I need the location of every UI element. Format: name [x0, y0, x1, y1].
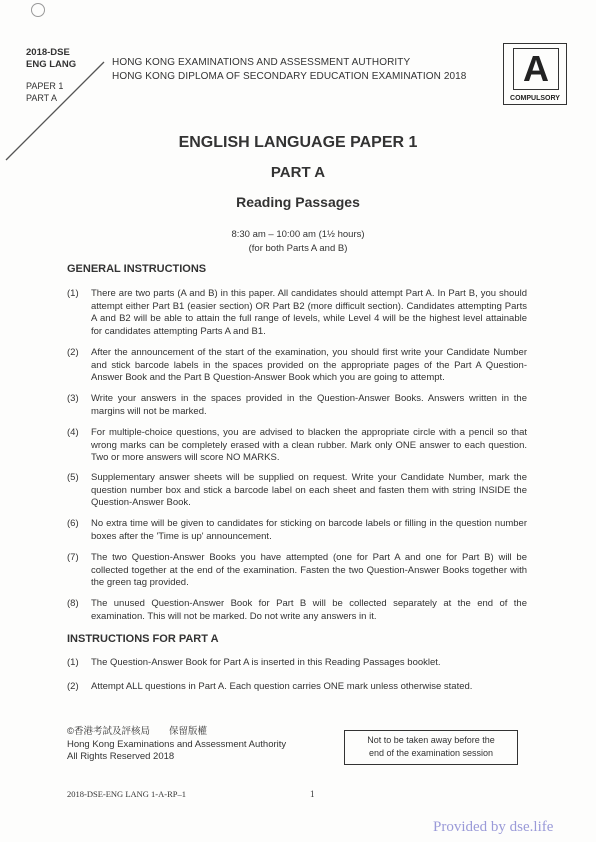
instruction-item: (3) Write your answers in the spaces provided in the Question-Answer Books. Answers written in the margins will not be marked. [67, 393, 527, 417]
general-instructions-heading: GENERAL INSTRUCTIONS [67, 263, 207, 275]
part-a-instructions-heading: INSTRUCTIONS FOR PART A [67, 633, 219, 645]
paper-title: ENGLISH LANGUAGE PAPER 1 [178, 134, 418, 151]
corner-paper: PAPER 1 [26, 81, 64, 91]
time-note: (for both Parts A and B) [248, 243, 348, 254]
instruction-item: (8) The unused Question-Answer Book for Part B will be collected separately at the end of the examination. This will not be marked. Do not write any answers in it. [67, 598, 527, 622]
paper-code: 2018-DSE-ENG LANG 1-A-RP–1 [67, 789, 186, 799]
instruction-item: (7) The two Question-Answer Books you have attempted (one for Part A and one for Part B) will be collected together at the end of the examination. Fasten the two Question-Answer Books together with the green tag provided. [67, 552, 527, 588]
instruction-item: (2) Attempt ALL questions in Part A. Each question carries ONE mark unless otherwise stated. [67, 681, 473, 692]
compulsory-badge [503, 43, 567, 105]
badge-label: COMPULSORY [510, 95, 560, 102]
part-title: PART A [270, 164, 326, 181]
exam-name: HONG KONG DIPLOMA OF SECONDARY EDUCATION EXAMINATION 2018 [112, 71, 467, 82]
instruction-item: (1) There are two parts (A and B) in this paper. All candidates should attempt Part A. In Part B, you should attempt either Part B1 (easier section) OR Part B2 (more difficult section). Candidates attempting Parts A and B2 will be able to attain the full range of levels, while Level 4 will be the highest level attainable for candidates attempting Parts A and B1. [67, 288, 527, 337]
instruction-item: (6) No extra time will be given to candidates for sticking on barcode labels or filling in the question number boxes after the 'Time is up' announcement. [67, 518, 527, 542]
copyright-block [67, 726, 286, 764]
time-range: 8:30 am – 10:00 am (1½ hours) [231, 229, 365, 240]
copyright-chinese: ©香港考試及評核局 保留版權 [67, 726, 208, 737]
subtitle: Reading Passages [236, 194, 360, 210]
badge-letter: A [513, 48, 559, 90]
corner-label [26, 47, 76, 104]
instruction-item: (2) After the announcement of the start of the examination, you should first write your Candidate Number and stick barcode labels in the spaces provided on the appropriate pages of the Part A Question-Answer Book and the Part B Question-Answer Book which you are going to attempt. [67, 347, 527, 383]
copyright-rights: All Rights Reserved 2018 [67, 751, 175, 762]
instruction-item: (1) The Question-Answer Book for Part A is inserted in this Reading Passages booklet. [67, 657, 441, 668]
authority-name: HONG KONG EXAMINATIONS AND ASSESSMENT AUTHORITY [112, 57, 411, 68]
page-number: 1 [310, 789, 315, 799]
source-watermark: Provided by dse.life [433, 819, 554, 835]
corner-part: PART A [26, 93, 58, 103]
take-away-notice: Not to be taken away before the end of the examination session [344, 730, 518, 765]
time-info [0, 228, 596, 256]
exam-header [112, 56, 502, 84]
instruction-item: (5) Supplementary answer sheets will be supplied on request. Write your Candidate Number, mark the question number box and stick a barcode label on each sheet and fasten them with string INSIDE the Question-Answer Book. [67, 472, 527, 508]
instruction-item: (4) For multiple-choice questions, you are advised to blacken the appropriate circle with a pencil so that wrong marks can be completely erased with a clean rubber. Mark only ONE answer to each question. Two or more answers will score NO MARKS. [67, 427, 527, 463]
corner-subject: ENG LANG [26, 59, 77, 70]
copyright-org: Hong Kong Examinations and Assessment Authority [67, 738, 287, 750]
corner-year: 2018-DSE [26, 47, 70, 58]
